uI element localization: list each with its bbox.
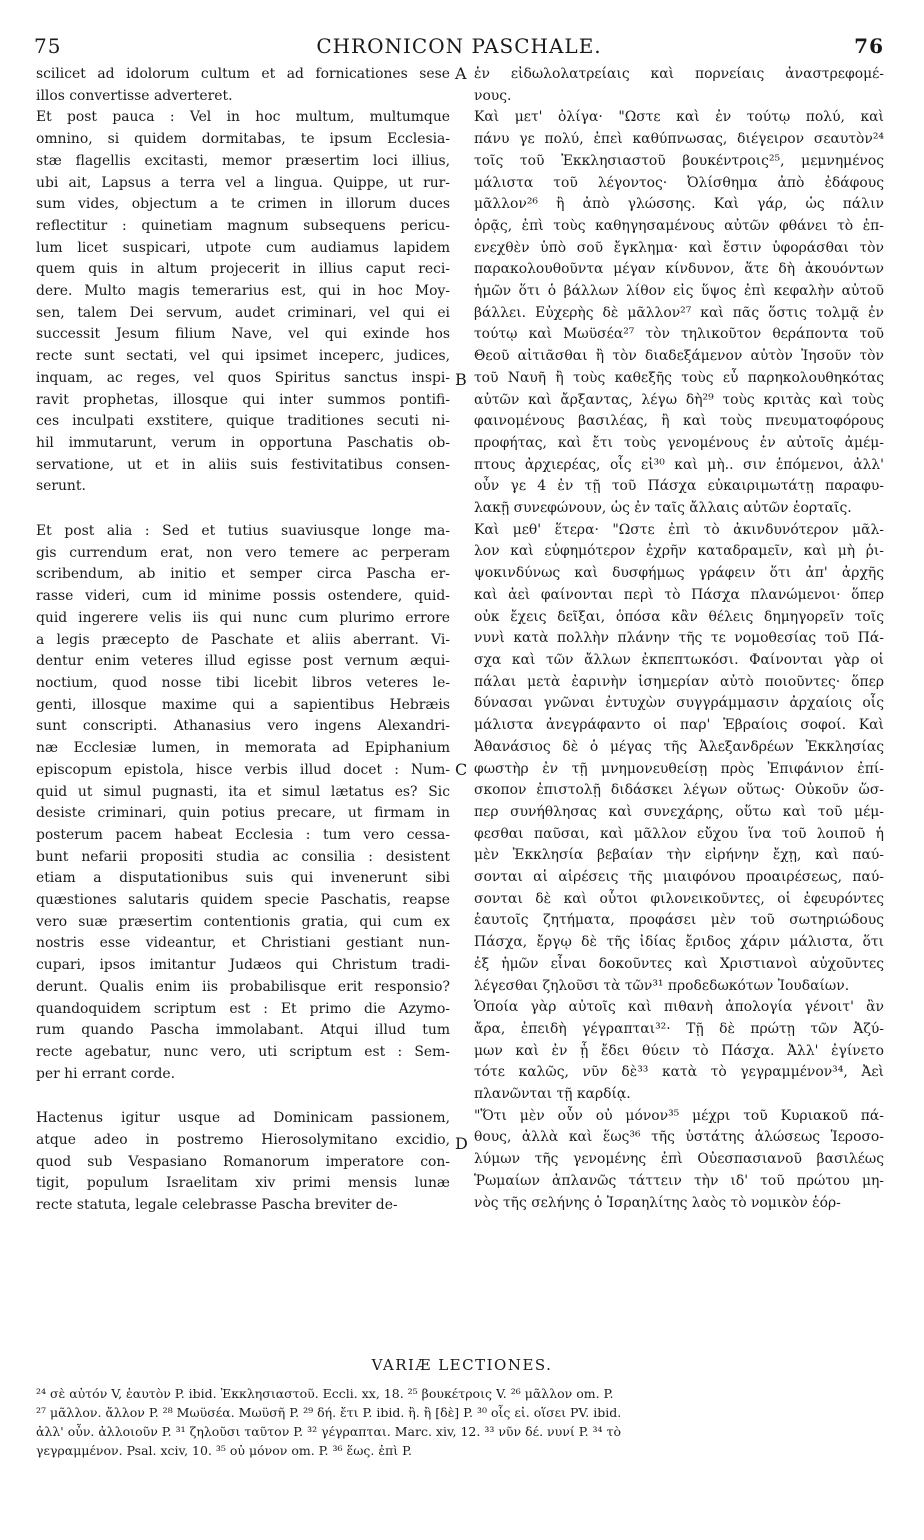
latin-line: Et post alia : Sed et tutius suaviusque longe ma- <box>36 523 450 540</box>
greek-line: νους. <box>474 87 512 104</box>
greek-line: τούτῳ καὶ Μωϋσέα²⁷ τὸν τηλικοῦτον θεράποντα τοῦ <box>474 326 884 343</box>
greek-line: σκοπον ἐπιστολῇ διδάσκει λέγων οὕτως· Οὐκοῦν ὥσ- <box>474 782 884 799</box>
latin-line: successit Jesum filium Nave, vel qui exinde hos <box>36 326 450 343</box>
variae-line: ²⁷ μᾶλλον. ἄλλον P. ²⁸ Μωϋσέα. Μωϋσῆ P. ²⁹ δή. ἔτι P. ibid. ἢ. ἢ [δὲ] P. ³⁰ οἷς εἰ. οἵσει PV. ibid. <box>36 1405 622 1420</box>
latin-line: a legis præcepto de Paschate et aliis aberrant. Vi- <box>36 631 450 648</box>
greek-line: τότε καλῶς, νῦν δὲ³³ κατὰ τὸ γεγραμμένον³⁴, Ἀεὶ <box>474 1064 884 1081</box>
greek-line: οὖν γε 4 ἐν τῇ τοῦ Πάσχα εὐκαιριμωτάτῃ παραφυ- <box>474 478 884 495</box>
greek-line: λέγεσθαι ζηλοῦσι τὰ τῶν³¹ προδεδωκότων Ἰουδαίων. <box>474 977 850 994</box>
greek-line: φαινομένους βασιλέας, ἢ καὶ τοὺς πνευματοφόρους <box>474 413 884 430</box>
latin-line: cupari, ipsos imitantur Judæos qui Christum tradi- <box>36 957 450 974</box>
variae-line: ²⁴ σὲ αὐτόν V, ἑαυτὸν P. ibid. Ἐκκλησιαστοῦ. Eccli. xx, 18. ²⁵ βουκέτροις V. ²⁶ μᾶλλον om. P. <box>36 1386 614 1401</box>
greek-line: μάλιστα τοῦ λέγοντος· Ὀλίσθημα ἀπὸ ἐδάφους <box>474 174 884 191</box>
marker-c: C <box>455 760 468 779</box>
latin-line: inquam, ac reges, vel quos Spiritus sanctus inspi- <box>36 369 450 386</box>
latin-line: nostris esse videantur, et Christiani gestiant nun- <box>36 935 450 952</box>
greek-line: "Ὅτι μὲν οὖν οὐ μόνον³⁵ μέχρι τοῦ Κυριακοῦ πά- <box>474 1107 884 1124</box>
greek-line: λύμων τῆς γενομένης ἐπὶ Οὐεσπασιανοῦ βασιλέως <box>474 1151 884 1168</box>
variae-lectiones <box>36 1384 886 1460</box>
latin-line: quod sub Vespasiano Romanorum imperatore con- <box>36 1153 450 1170</box>
latin-line: scribendum, ab initio et semper circa Pascha er- <box>36 566 450 583</box>
greek-line: περ συνήθλησας καὶ συνεχάρης, οὕτω καὶ τοῦ μέμ- <box>474 803 884 820</box>
greek-line: ἑαυτοῖς ζητήματα, προφάσει μὲν τοῦ σωτηριώδους <box>474 912 884 929</box>
greek-column <box>474 64 884 1354</box>
greek-line: μάλιστα ἀνεγράφαντο οἱ παρ' Ἑβραίοις σοφοί. Καὶ <box>474 717 884 734</box>
greek-line: φεσθαι παῦσαι, καὶ μᾶλλον εὔχου ἵνα τοῦ λοιποῦ ἡ <box>474 825 884 842</box>
greek-line: πλανῶνται τῇ καρδίᾳ. <box>474 1086 631 1103</box>
latin-line: quæstiones salutaris quidem specie Paschatis, reapse <box>36 892 450 909</box>
latin-line: stæ flagellis excitasti, memor præsertim loci illius, <box>36 152 450 169</box>
latin-line: recte agebatur, nunc vero, uti scriptum est : Sem- <box>36 1043 450 1060</box>
greek-line: Θεοῦ αἰτιᾶσθαι ἢ τὸν διαδεξάμενον αὐτὸν Ἰησοῦν τὸν <box>474 348 884 365</box>
latin-column <box>36 64 450 1354</box>
latin-line: sen, talem Dei servum, audet criminari, vel qui ei <box>36 304 450 321</box>
latin-line: recte sunt sectati, vel qui ipsimet inceperc, judices, <box>36 348 450 365</box>
latin-line: omnino, si quidem dormitabas, te ipsum Ecclesia- <box>36 131 450 148</box>
latin-line: etiam a disputationibus suis qui invenerunt sibi <box>36 870 450 887</box>
greek-line: τοῦ Ναυῆ ἢ τοὺς καθεξῆς τοὺς εὖ παρηκολουθηκότας <box>474 369 884 386</box>
latin-line: servatione, ut et in aliis suis festivitatibus consen- <box>36 456 450 473</box>
latin-line: Hactenus igitur usque ad Dominicam passionem, <box>36 1110 450 1127</box>
running-title: CHRONICON PASCHALE. <box>316 34 602 58</box>
marker-d: D <box>455 1134 468 1153</box>
latin-line: noctium, quod nosse tibi licebit libros veteres le- <box>36 674 450 691</box>
greek-line: μὲν Ἐκκλησία βεβαίαν τὴν εἰρήνην ἔχῃ, καὶ παύ- <box>474 847 884 864</box>
variae-lectiones-title: VARIÆ LECTIONES. <box>371 1356 553 1374</box>
latin-line: dere. Multo magis temerarius est, qui in hoc Moy- <box>36 283 450 300</box>
latin-line: sunt conscripti. Athanasius vero ingens Alexandri- <box>36 718 450 735</box>
greek-line: παρακολουθοῦντα μέγαν κίνδυνον, ἅτε δὴ ἀκουόντων <box>474 261 884 278</box>
marker-a: A <box>455 64 467 83</box>
latin-line: per hi errant corde. <box>36 1065 176 1082</box>
latin-line: dentur enim veteres illud egisse post vernum æqui- <box>36 653 450 670</box>
latin-line: desiste criminari, quin potius precare, ut firmam in <box>36 805 450 822</box>
greek-line: ἐξ ἡμῶν εἶναι δοκοῦντες καὶ Χριστιανοὶ αὐχοῦντες <box>474 955 884 972</box>
greek-line: πάλαι μετὰ ἐαρινὴν ἰσημερίαν αὐτὸ ποιοῦντες· ὅπερ <box>474 673 884 690</box>
greek-line: Ὁποία γὰρ αὐτοῖς καὶ πιθανὴ ἀπολογία γένοιτ' ἂν <box>474 999 884 1016</box>
greek-line: λον καὶ εὐφημότερον ἐχρῆν καταδραμεῖν, καὶ μὴ ῥι- <box>474 543 884 560</box>
greek-line: λακῇ συνεφώνουν, ὡς ἐν ταῖς ἄλλαις αὐτῶν ἑορταῖς. <box>474 500 852 517</box>
latin-line: næ Ecclesiæ lumen, in memorata ad Epiphanium <box>36 740 450 757</box>
greek-line: πάνυ γε πολύ, ἐπεὶ καθύπνωσας, διέγειρον σεαυτὸν²⁴ <box>474 131 884 148</box>
greek-line: πτους ἀρχιερέας, οἷς εἰ³⁰ καὶ μὴ.. σιν ἑπόμενοι, ἀλλ' <box>474 456 884 473</box>
greek-line: σχα καὶ τῶν ἄλλων ἐκπεπτωκόσι. Φαίνονται γὰρ οἱ <box>474 651 884 668</box>
greek-line: Ῥωμαίων ἀπλανῶς τάττειν τὴν ιδ' τοῦ πρώτου μη- <box>474 1172 884 1189</box>
latin-line: atque adeo in postremo Hierosolymitano excidio, <box>36 1132 450 1149</box>
page-number-right: 76 <box>854 34 884 58</box>
latin-line: derunt. Qualis enim iis probabilisque erit responsio? <box>36 978 450 995</box>
greek-line: ενεχθὲν ὑπὸ σοῦ ἔγκλημα· καὶ ἔστιν ὑφοράσθαι τὸν <box>474 239 884 256</box>
page-number-left: 75 <box>34 34 62 58</box>
latin-line: sum vides, objectum a te crimen in illorum duces <box>36 196 450 213</box>
greek-line: οὐκ ἔχεις δεῖξαι, ὁπόσα κἂν θέλεις δημηγορεῖν τοῖς <box>474 608 884 625</box>
latin-line: episcopum epistola, hisce verbis illud docet : Num- <box>36 761 450 778</box>
greek-line: σονται δὲ καὶ οὗτοι φιλονεικοῦντες, οἱ ἐφευρόντες <box>474 890 884 907</box>
latin-line: ces inculpati exstitere, quique traditiones secuti ni- <box>36 413 450 430</box>
variae-line: ἀλλ' οὖν. ἀλλοιοῦν P. ³¹ ζηλοῦσι ταῦτον P. ³² γέγραπται. Marc. xiv, 12. ³³ νῦν δέ. νυνί P. ³⁴ τὸ <box>36 1424 621 1439</box>
latin-line: posterum pacem habeat Ecclesia : tum vero cessa- <box>36 826 450 843</box>
marker-b: B <box>455 370 467 389</box>
greek-line: καὶ ἀεὶ φαίνονται περὶ τὸ Πάσχα πλανώμενοι· ὅπερ <box>474 586 884 603</box>
greek-line: Καὶ μετ' ὀλίγα· "Ωστε καὶ ἐν τούτῳ πολύ, καὶ <box>474 109 884 126</box>
latin-line: rasse videri, cum id minime possis ostendere, quid- <box>36 588 450 605</box>
latin-line: Et post pauca : Vel in hoc multum, multumque <box>36 109 450 126</box>
latin-line: reflectitur : quinetiam magnum subsequens pericu- <box>36 217 450 234</box>
latin-line: recte statuta, legale celebrasse Pascha breviter de- <box>36 1197 398 1214</box>
greek-line: μων καὶ ἐν ᾗ ἔδει θύειν τὸ Πάσχα. Ἀλλ' ἐγίνετο <box>474 1042 884 1059</box>
greek-line: φωστὴρ ἐν τῇ μνημονευθείσῃ πρὸς Ἐπιφάνιον ἐπί- <box>474 760 884 777</box>
latin-line: genti, illosque maxime qui a sapientibus Hebræis <box>36 696 450 713</box>
latin-line: hil immutarunt, verum in opportuna Paschatis ob- <box>36 434 450 451</box>
latin-line: quid ut simul pugnasti, ita et simul lætatus es? Sic <box>36 783 450 800</box>
greek-line: μᾶλλον²⁶ ἢ ἀπὸ γλώσσης. Καὶ γάρ, ὡς πάλιν <box>474 196 884 213</box>
greek-line: θους, ἀλλὰ καὶ ἕως³⁶ τῆς ὑστάτης ἁλώσεως Ἱεροσο- <box>474 1129 884 1146</box>
greek-line: ἡμῶν ὅτι ὁ βάλλων λίθον εἰς ὕψος ἐπὶ κεφαλὴν αὐτοῦ <box>474 283 884 300</box>
latin-line: gis currendum erat, non vero temere ac perperam <box>36 544 450 561</box>
greek-line: σονται αἱ αἱρέσεις τῆς μιαιφόνου προαιρέσεως, παύ- <box>474 869 884 886</box>
latin-line: quem quis in altum projecerit in illius caput reci- <box>36 261 450 278</box>
greek-line: Καὶ μεθ' ἕτερα· "Ωστε ἐπὶ τὸ ἀκινδυνότερον μᾶλ- <box>474 521 884 538</box>
greek-line: νυνὶ κατὰ πολλὴν πλάνην τῆς τε νομοθεσίας τοῦ Πά- <box>474 630 884 647</box>
latin-line: quid ingerere velis iis qui nunc cum plurimo errore <box>36 609 450 626</box>
greek-line: νὸς τῆς σελήνης ὁ Ἰσραηλίτης λαὸς τὸ νομικὸν ἑόρ- <box>474 1194 841 1211</box>
greek-line: ἐν εἰδωλολατρείαις καὶ πορνείαις ἀναστρεφομέ- <box>474 66 884 82</box>
latin-line: illos convertisse adverteret. <box>36 87 233 104</box>
latin-line: quandoquidem scriptum est : Et primo die Azymo- <box>36 1000 450 1017</box>
greek-line: ψοκινδύνως καὶ δυσφήμως γράφειν ὅτι ἀπ' ἀρχῆς <box>474 565 884 582</box>
greek-line: Πάσχα, ἔργῳ δὲ τῆς ἰδίας ἔριδος χάριν μάλιστα, ὅτι <box>474 934 884 951</box>
greek-line: ὁρᾷς, ἐπὶ τοὺς καθηγησαμένους αὐτῶν φθάνει τὸ ἐπ- <box>474 217 884 234</box>
greek-line: βάλλει. Εὐχερὴς δὲ μᾶλλον²⁷ καὶ πᾶς ὅστις τολμᾷ ἐν <box>474 304 884 321</box>
greek-line: δύνασαι γνῶναι ἐντυχὼν συγγράμμασιν ἀρχαίοις οἷς <box>474 695 884 712</box>
greek-line: προφήτας, καὶ ἔτι τοὺς γενομένους ἐν αὐτοῖς ἀμέμ- <box>474 434 884 451</box>
latin-line: serunt. <box>36 478 86 495</box>
latin-line: ubi ait, Lapsus a terra vel a lingua. Quippe, ut rur- <box>36 174 450 191</box>
latin-line: rum quando Pascha immolabant. Atqui illud tum <box>36 1022 450 1039</box>
latin-line: tigit, populum Israelitam xiv primi mensis lunæ <box>36 1175 450 1192</box>
latin-line: bunt nefarii propositi studia ac consilia : desistent <box>36 848 450 865</box>
greek-line: Ἀθανάσιος δὲ ὁ μέγας τῆς Ἀλεξανδρέων Ἐκκλησίας <box>474 738 884 755</box>
greek-line: αὐτῶν καὶ ἄρξαντας, λέγω δὴ²⁹ τοὺς κριτὰς καὶ τοὺς <box>474 391 884 408</box>
greek-line: τοῖς τοῦ Ἐκκλησιαστοῦ βουκέντροις²⁵, μεμνημένος <box>474 152 884 169</box>
greek-line: ἄρα, ἐπειδὴ γέγραπται³²· Τῇ δὲ πρώτῃ τῶν Ἀζύ- <box>474 1020 884 1037</box>
page-header <box>34 34 884 60</box>
latin-line: ravit prophetas, illosque qui inter summos pontifi- <box>36 391 450 408</box>
latin-line: lum licet suspicari, utpote cum audiamus lapidem <box>36 239 450 256</box>
latin-line: scilicet ad idolorum cultum et ad fornicationes sese <box>36 66 450 82</box>
variae-line: γεγραμμένον. Psal. xciv, 10. ³⁵ οὐ μόνον om. P. ³⁶ ἕως. ἐπὶ P. <box>36 1443 412 1458</box>
latin-line: vero suæ præsertim contentionis gratia, qui cum ex <box>36 913 450 930</box>
